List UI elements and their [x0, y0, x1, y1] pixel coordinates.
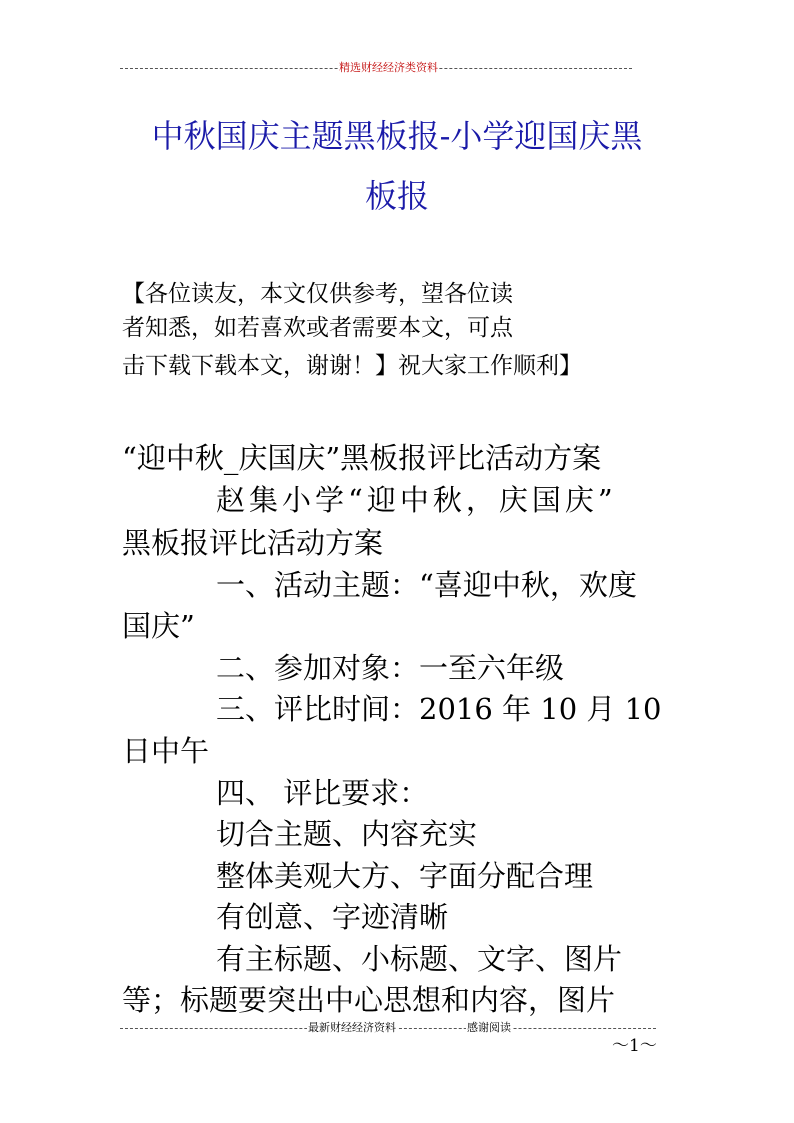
body-line-12: 有创意、字迹清晰	[216, 900, 449, 934]
body-line-6: 二、参加对象：一至六年级	[216, 651, 565, 685]
body-line-14: 等；标题要突出中心思想和内容，图片	[122, 983, 616, 1017]
body-line-3: 黑板报评比活动方案	[122, 526, 384, 560]
body-line-5: 国庆”	[122, 609, 195, 643]
notice-line-1: 【各位读友，本文仅供参考，望各位读	[122, 281, 513, 307]
body-line-2: 赵集小学“迎中秋，庆国庆”	[216, 483, 617, 517]
body-line-8: 日中午	[122, 734, 210, 768]
footer-label-left: 最新财经经济资料	[308, 1021, 396, 1034]
notice-line-2: 者知悉，如若喜欢或者需要本文，可点	[122, 315, 513, 341]
body-line-9: 四、 评比要求：	[216, 776, 429, 810]
notice-line-3: 击下载下载本文，谢谢！】祝大家工作顺利】	[122, 353, 582, 379]
header-label: 精选财经经济类资料	[339, 61, 438, 74]
page-title-line-2: 板报	[364, 177, 429, 215]
body-line-4: 一、活动主题：“喜迎中秋，欢度	[216, 568, 637, 602]
body-line-7: 三、评比时间：2016 年 10 月 10	[216, 692, 662, 726]
page-number: ～1～	[612, 1036, 657, 1056]
body-heading: “迎中秋_庆国庆”黑板报评比活动方案	[122, 441, 602, 475]
footer-label-right: 感谢阅读	[467, 1021, 511, 1034]
page-title-line-1: 中秋国庆主题黑板报-小学迎国庆黑	[151, 117, 643, 155]
body-line-11: 整体美观大方、字面分配合理	[216, 859, 594, 893]
body-line-10: 切合主题、内容充实	[216, 817, 478, 851]
body-line-13: 有主标题、小标题、文字、图片	[216, 942, 623, 976]
